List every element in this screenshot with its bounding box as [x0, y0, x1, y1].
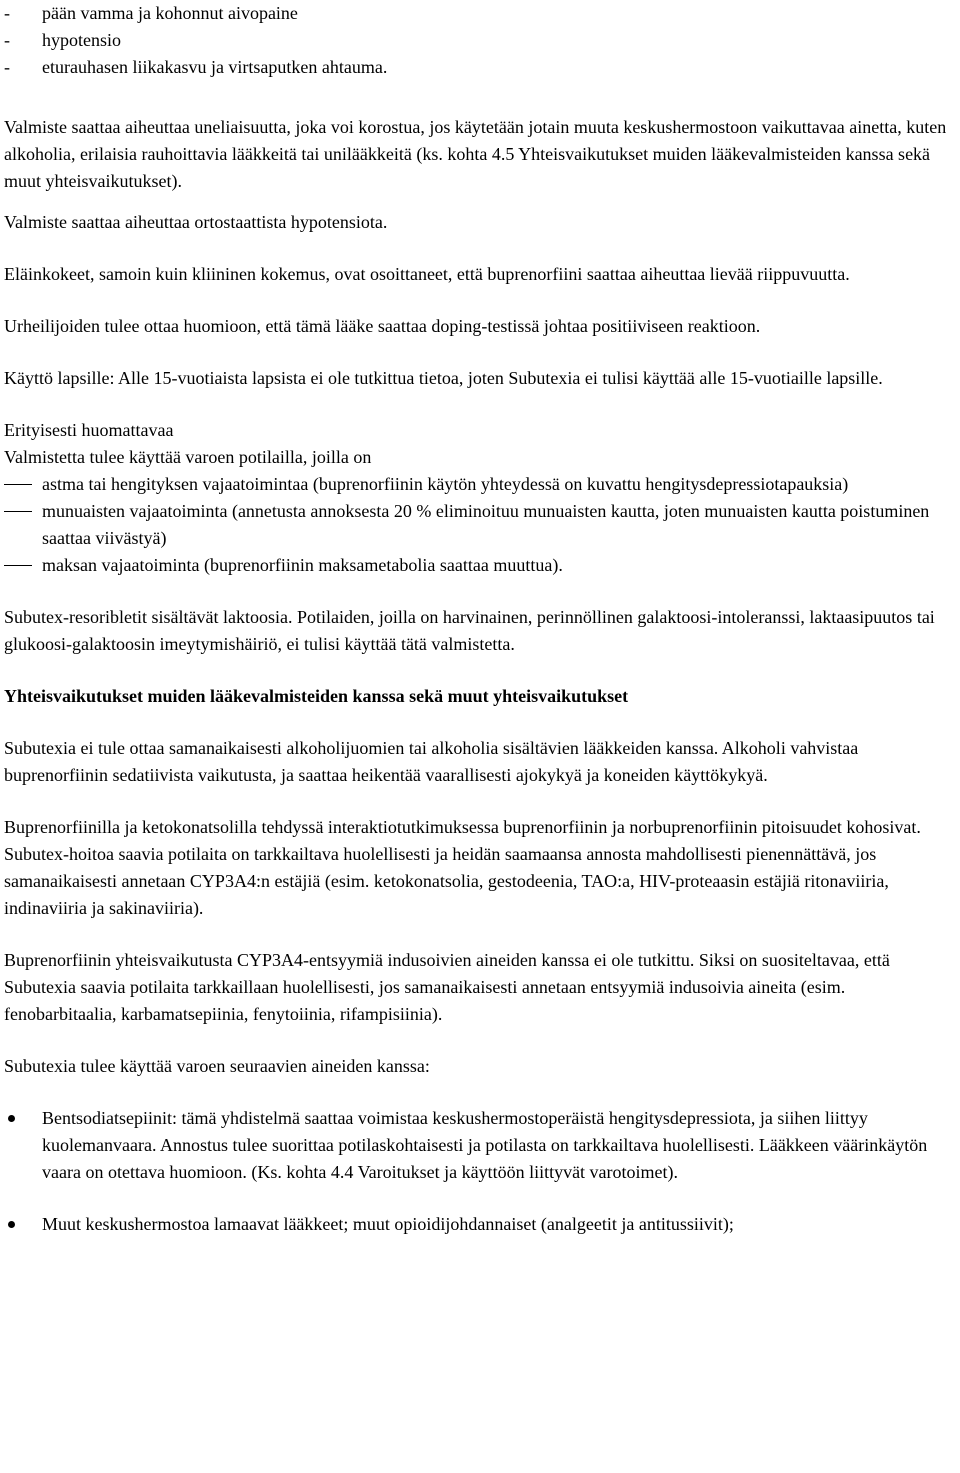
paragraph-doping: Urheilijoiden tulee ottaa huomioon, että tämä lääke saattaa doping-testissä johtaa positiiviseen reaktioon. — [4, 316, 761, 336]
paragraph-orthostatic: Valmiste saattaa aiheuttaa ortostaattista hypotensiota. — [4, 212, 388, 232]
special-caution-intro: Valmistetta tulee käyttää varoen potilailla, joilla on — [4, 447, 372, 467]
list-item: - pään vamma ja kohonnut aivopaine — [4, 0, 956, 27]
list-item: Bentsodiatsepiinit: tämä yhdistelmä saattaa voimistaa keskushermostoperäistä hengitysdepressiota, ja siihen liittyy kuolemanvaara. Annostus tulee suorittaa potilaskohtaisesti ja potilasta on tarkkailtava huolellisesti. Lääkkeen väärinkäytön vaara on otettava huomioon. (Ks. kohta 4.4 Varoitukset ja käyttöön liittyvät varotoimet). — [4, 1105, 956, 1186]
list-item: munuaisten vajaatoiminta (annetusta annoksesta 20 % eliminoituu munuaisten kautta, joten munuaisten kautta poistuminen saattaa viivästyä) — [4, 498, 956, 552]
caution-bullet-list — [4, 1105, 956, 1238]
special-caution-title: Erityisesti huomattavaa — [4, 420, 174, 440]
risk-factor-list — [4, 0, 956, 81]
list-item: maksan vajaatoiminta (buprenorfiinin maksametabolia saattaa muuttua). — [4, 552, 956, 579]
list-item: - eturauhasen liikakasvu ja virtsaputken ahtauma. — [4, 54, 956, 81]
list-item: astma tai hengityksen vajaatoimintaa (buprenorfiinin käytön yhteydessä on kuvattu hengitysdepressiotapauksia) — [4, 471, 956, 498]
paragraph-alcohol: Subutexia ei tule ottaa samanaikaisesti alkoholijuomien tai alkoholia sisältävien lääkkeiden kanssa. Alkoholi vahvistaa buprenorfiinin sedatiivista vaikutusta, ja saattaa heikentää vaarallisesti ajokykyä ja koneiden käyttökykyä. — [4, 738, 859, 785]
special-caution-list — [4, 471, 956, 579]
paragraph-caution-intro: Subutexia tulee käyttää varoen seuraavien aineiden kanssa: — [4, 1056, 430, 1076]
paragraph-ketoconazole: Buprenorfiinilla ja ketokonatsolilla tehdyssä interaktiotutkimuksessa buprenorfiinin ja norbuprenorfiinin pitoisuudet kohosivat. Subutex-hoitoa saavia potilaita on tarkkailtava huolellisesti ja heidän saamaansa annosta mahdollisesti pienennättävä, jos samanaikaisesti annetaan CYP3A4:n estäjiä (esim. ketokonatsolia, gestodeenia, TAO:a, HIV-proteaasin estäjiä ritonaviiria, indinaviiria ja sakinaviiria). — [4, 817, 921, 918]
paragraph-dependence: Eläinkokeet, samoin kuin kliininen kokemus, ovat osoittaneet, että buprenorfiini saattaa aiheuttaa lievää riippuvuutta. — [4, 264, 850, 284]
paragraph-cns-depression: Valmiste saattaa aiheuttaa uneliaisuutta, joka voi korostua, jos käytetään jotain muuta keskushermostoon vaikuttavaa ainetta, kuten alkoholia, erilaisia rauhoittavia lääkkeitä tai unilääkkeitä (ks. kohta 4.5 Yhteisvaikutukset muiden lääkevalmisteiden kanssa sekä muut yhteisvaikutukset). — [4, 117, 947, 191]
list-item: Muut keskushermostoa lamaavat lääkkeet; muut opioidijohdannaiset (analgeetit ja antitussiivit); — [4, 1211, 956, 1238]
section-heading-interactions: Yhteisvaikutukset muiden lääkevalmisteiden kanssa sekä muut yhteisvaikutukset — [4, 686, 629, 706]
list-item: - hypotensio — [4, 27, 956, 54]
paragraph-inducers: Buprenorfiinin yhteisvaikutusta CYP3A4-entsyymiä indusoivien aineiden kanssa ei ole tutkittu. Siksi on suositeltavaa, että Subutexia saavia potilaita tarkkaillaan huolellisesti, jos samanaikaisesti annetaan entsyymiä indusoivia aineita (esim. fenobarbitaalia, karbamatsepiinia, fenytoiinia, rifampisiinia). — [4, 950, 890, 1024]
paragraph-children: Käyttö lapsille: Alle 15-vuotiaista lapsista ei ole tutkittua tietoa, joten Subutexia ei tulisi käyttää alle 15-vuotiaille lapsille. — [4, 368, 883, 388]
paragraph-lactose: Subutex-resoribletit sisältävät laktoosia. Potilaiden, joilla on harvinainen, perinnöllinen galaktoosi-intoleranssi, laktaasipuutos tai glukoosi-galaktoosin imeytymishäiriö, ei tulisi käyttää tätä valmistetta. — [4, 607, 935, 654]
